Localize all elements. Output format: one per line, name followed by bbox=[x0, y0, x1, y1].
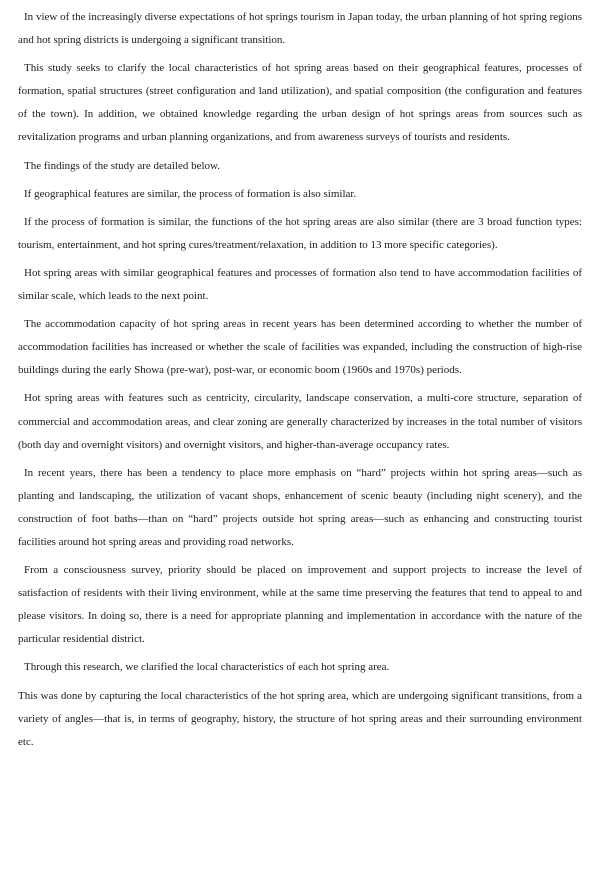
paragraph-intro: In view of the increasingly diverse expectations of hot springs tourism in Japan today, the urban planning of hot spring regions and hot spring districts is undergoing a significant transition. bbox=[18, 11, 582, 47]
paragraph-finding-capacity: The accommodation capacity of hot spring areas in recent years has been determined according to whether the number of accommodation facilities has increased or whether the scale of facilities was expanded, including the construction of high-rise buildings during the early Showa (pre-war), post-war, or economic boom (1960s and 1970s) periods. bbox=[18, 318, 582, 377]
paragraph-finding-visitors: Hot spring areas with features such as centricity, circularity, landscape conservation, a multi-core structure, separation of commercial and accommodation areas, and clear zoning are generally characterized by increases in the total number of visitors (both day and overnight visitors) and overnight visitors, and higher-than-average occupancy rates. bbox=[18, 392, 582, 451]
paragraph-findings-intro: The findings of the study are detailed below. bbox=[24, 159, 221, 172]
paragraph-finding-accommodation-scale: Hot spring areas with similar geographical features and processes of formation also tend to have accommodation facilities of similar scale, which leads to the next point. bbox=[18, 266, 582, 303]
paragraph-finding-survey: From a consciousness survey, priority should be placed on improvement and support projects to increase the level of satisfaction of residents with their living environment, while at the same time preserving the features that tend to appeal to and please visitors. In doing so, there is a need for appropriate planning and implementation in accordance with the nature of the particular residential district. bbox=[18, 564, 582, 646]
paragraph-finding-hard-projects: In recent years, there has been a tendency to place more emphasis on “hard” projects within hot spring areas—such as planting and landscaping, the utilization of vacant shops, enhancement of scenic beauty (including night scenery), and the construction of foot baths—than on “hard” projects outside hot spring areas—such as enhancing and constructing tourist facilities around hot spring areas and providing road networks. bbox=[18, 466, 582, 548]
paragraph-finding-geography: If geographical features are similar, the process of formation is also similar. bbox=[24, 187, 357, 200]
paragraph-conclusion-detail: This was done by capturing the local characteristics of the hot spring area, which are undergoing significant transitions, from a variety of angles—that is, in terms of geography, history, the structure of hot spring areas and their surrounding environment etc. bbox=[18, 689, 582, 748]
paragraph-conclusion: Through this research, we clarified the local characteristics of each hot spring area. bbox=[24, 661, 390, 674]
paragraph-finding-functions: If the process of formation is similar, the functions of the hot spring areas are also similar (there are 3 broad function types: tourism, entertainment, and hot spring cures/treatment/relaxation, in addition to 13 more specific categories). bbox=[18, 215, 582, 251]
paragraph-study-aim: This study seeks to clarify the local characteristics of hot spring areas based on their geographical features, processes of formation, spatial structures (street configuration and land utilization), and spatial composition (the configuration and features of the town). In addition, we obtained knowledge regarding the urban design of hot springs areas from sources such as revitalization programs and urban planning organizations, and from awareness surveys of tourists and residents. bbox=[18, 62, 582, 144]
